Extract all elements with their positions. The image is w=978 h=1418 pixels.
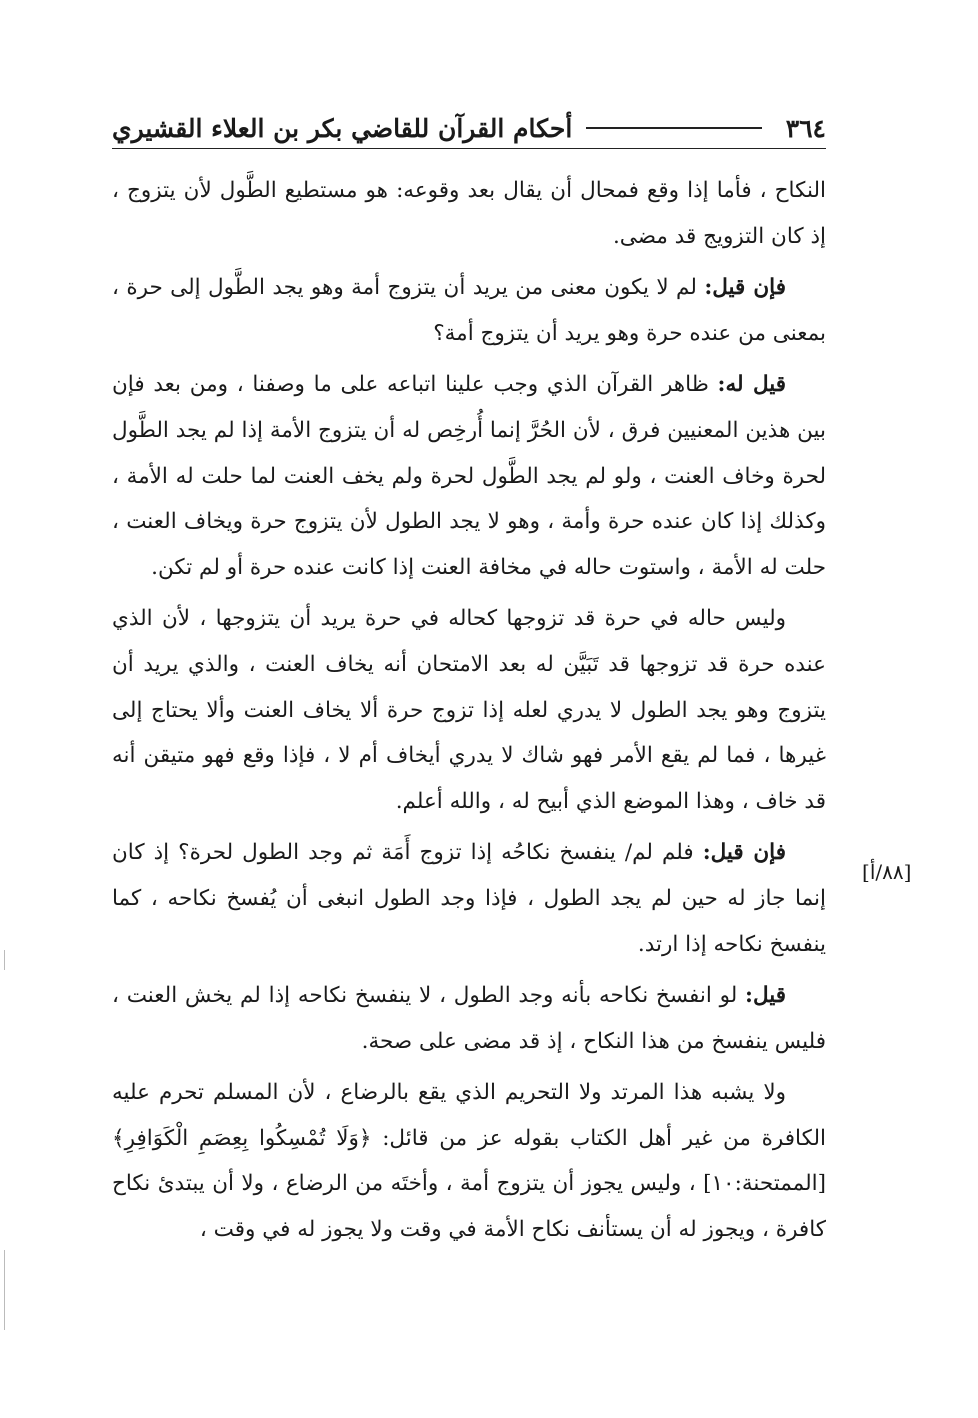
page-number: ٣٦٤ bbox=[776, 114, 826, 143]
paragraph-lead: قيل له: bbox=[717, 372, 786, 398]
paragraph-lead: قيل: bbox=[745, 983, 786, 1009]
scan-edge-mark bbox=[4, 950, 5, 970]
running-title: أحكام القرآن للقاضي بكر بن العلاء القشيري bbox=[112, 113, 573, 143]
paragraph-text: فلم لم/ ينفسخ نكاحُه إذا تزوج أَمَة ثم وجد الطول لحرة؟ إذ كان إنما جاز له حين لم يجد الطول ، فإذا وجد الطول انبغى أن يُفسخ نكاحه ، كما ينفسخ نكاحه إذا ارتد. bbox=[112, 840, 826, 957]
paragraph bbox=[112, 830, 826, 967]
running-header bbox=[112, 108, 826, 149]
paragraph bbox=[112, 362, 826, 590]
paragraph bbox=[112, 973, 826, 1064]
paragraph-text: وليس حاله في حرة قد تزوجها كحاله في حرة يريد أن يتزوجها ، لأن الذي عنده حرة قد تزوجها قد تَبَيَّن له بعد الامتحان أنه يخاف العنت ، والذي يريد أن يتزوج وهو يجد الطول لا يدري لعله إذا تزوج حرة ألا يخاف العنت وألا يحتاج إلى غيرها ، فما لم يقع الأمر فهو شاك لا يدري أيخاف أم لا ، فإذا وقع فهو متيقن أنه قد خاف ، وهذا الموضع الذي أبيح له ، والله أعلم. bbox=[112, 606, 826, 814]
paragraph bbox=[112, 596, 826, 824]
paragraph bbox=[112, 168, 826, 259]
paragraph bbox=[112, 265, 826, 356]
paragraph-text: ولا يشبه هذا المرتد ولا التحريم الذي يقع بالرضاع ، لأن المسلم تحرم عليه الكافرة من غير أهل الكتاب بقوله عز من قائل: ﴿وَلَا تُمْسِكُوا بِعِصَمِ الْكَوَافِرِ﴾ [الممتحنة:١٠] ، وليس يجوز أن يتزوج أمة ، وأختَه من الرضاع ، ولا أن يبتدئ نكاح كافرة ، ويجوز له أن يستأنف نكاح الأمة في وقت ولا يجوز له في وقت ، bbox=[112, 1080, 826, 1243]
header-rule bbox=[586, 127, 761, 129]
paragraph bbox=[112, 1070, 826, 1252]
paragraph-text: ظاهر القرآن الذي وجب علينا اتباعه على ما وصفنا ، ومن بعد فإن بين هذين المعنيين فرق ، لأن الحُرَّ إنما أُرخِص له أن يتزوج الأمة إذا لم يجد الطَّول لحرة وخاف العنت ، ولو لم يجد الطَّول لحرة ولم يخف العنت لما حلت له الأمة ، وكذلك إذا كان عنده حرة وأمة ، وهو لا يجد الطول لأن يتزوج حرة ويخاف العنت ، حلت له الأمة ، واستوت حاله في مخافة العنت إذا كانت عنده حرة أو لم تكن. bbox=[112, 372, 826, 580]
paragraph-lead: فإن قيل: bbox=[704, 275, 786, 301]
paragraph-text: لو انفسخ نكاحه بأنه وجد الطول ، لا ينفسخ نكاحه إذا لم يخش العنت ، فليس ينفسخ من هذا النكاح ، إذ قد مضى على صحة. bbox=[112, 983, 826, 1054]
paragraph-text: النكاح ، فأما إذا وقع فمحال أن يقال بعد وقوعه: هو مستطيع الطَّول لأن يتزوج ، إذ كان التزويج قد مضى. bbox=[112, 178, 826, 249]
paragraph-lead: فإن قيل: bbox=[702, 840, 786, 866]
main-text bbox=[112, 168, 826, 1259]
paragraph-text: لم لا يكون معنى من يريد أن يتزوج أمة وهو يجد الطَّول إلى حرة ، بمعنى من عنده حرة وهو يريد أن يتزوج أمة؟ bbox=[112, 275, 826, 346]
manuscript-folio-note: [٨٨/أ] bbox=[862, 860, 912, 884]
scan-edge-mark bbox=[4, 1250, 5, 1330]
